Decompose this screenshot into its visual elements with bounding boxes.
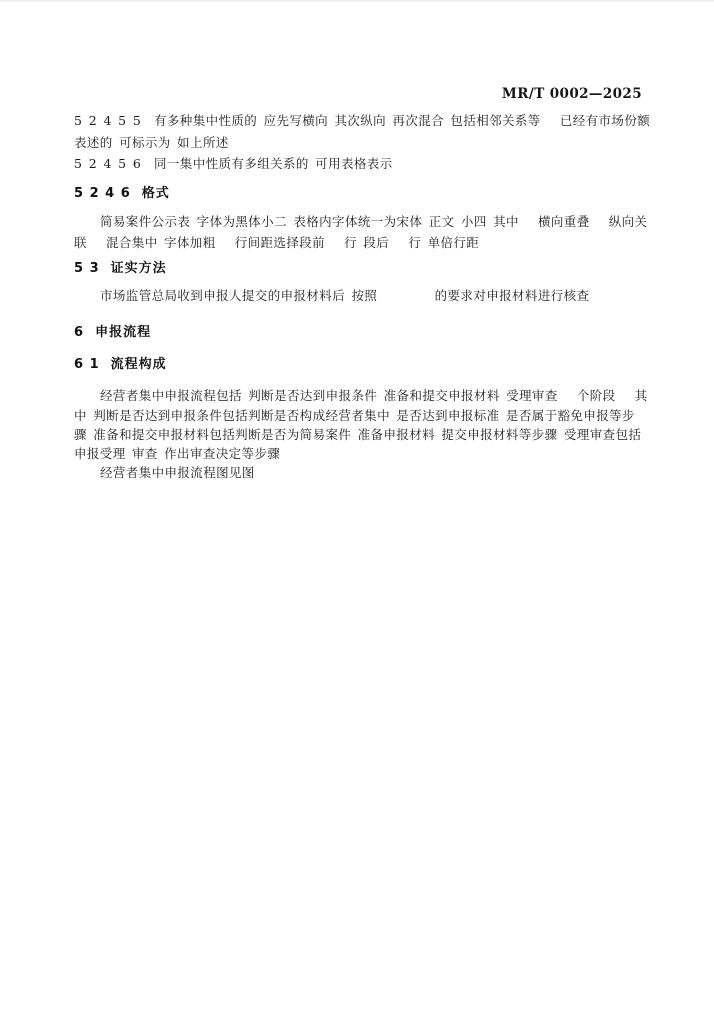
- heading-6-1-process-composition: 6 1 流程构成: [74, 357, 167, 372]
- clause-52455-line: 5 2 4 5 5 有多种集中性质的 应先写横向 其次纵向 再次混合 包括相邻关系等 已经有市场份额: [74, 113, 651, 128]
- heading-5-2-4-6-format: 5 2 4 6 格式: [74, 186, 170, 201]
- heading-5-3-verification-method: 5 3 证实方法: [74, 261, 167, 276]
- page-header-standard-code: MR/T 0002—2025: [501, 86, 642, 102]
- heading-6-application-process: 6 申报流程: [74, 325, 152, 340]
- page-top-edge: [0, 0, 714, 2]
- paragraph-line: 经营者集中申报流程图见图: [100, 465, 255, 480]
- paragraph-line: 简易案件公示表 字体为黑体小二 表格内字体统一为宋体 正文 小四 其中 横向重叠 纵向关: [100, 214, 648, 229]
- paragraph-line: 中 判断是否达到申报条件包括判断是否构成经营者集中 是否达到申报标准 是否属于豁免申报等步: [74, 408, 635, 423]
- paragraph-line: 经营者集中申报流程包括 判断是否达到申报条件 准备和提交申报材料 受理审查 个阶段 其: [100, 388, 648, 403]
- clause-52456-line: 5 2 4 5 6 同一集中性质有多组关系的 可用表格表示: [74, 156, 393, 171]
- paragraph-line: 联 混合集中 字体加粗 行间距选择段前 行 段后 行 单倍行距: [74, 235, 480, 250]
- paragraph-line: 市场监管总局收到申报人提交的申报材料后 按照 的要求对申报材料进行核查: [100, 288, 590, 303]
- clause-52455-continuation-line: 表述的 可标示为 如上所述: [74, 135, 229, 150]
- paragraph-line: 申报受理 审查 作出审查决定等步骤: [74, 446, 281, 461]
- paragraph-line: 骤 准备和提交申报材料包括判断是否为简易案件 准备申报材料 提交申报材料等步骤 受理审查包括: [74, 427, 642, 442]
